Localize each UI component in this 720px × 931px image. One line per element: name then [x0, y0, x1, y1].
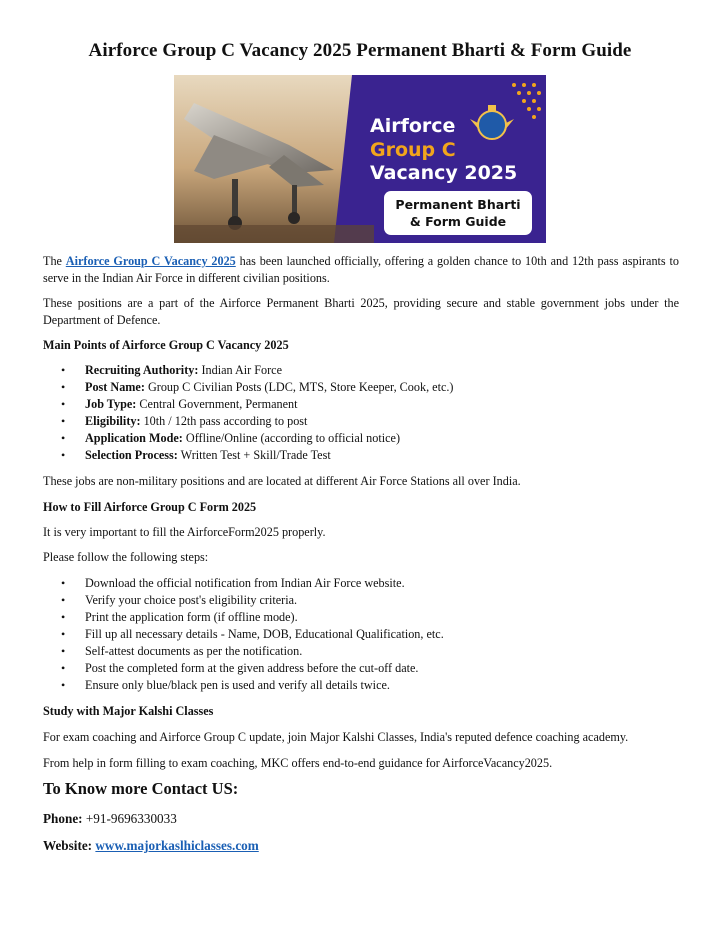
study-heading-text: Study with Major Kalshi Classes	[43, 704, 214, 718]
study-para2	[43, 755, 679, 772]
point-value: Group C Civilian Posts (LDC, MTS, Store Keeper, Cook, etc.)	[144, 380, 454, 394]
list-item	[43, 575, 679, 592]
step-text: Ensure only blue/black pen is used and verify all details twice.	[85, 678, 390, 692]
how-to-heading-text: How to Fill Airforce Group C Form 2025	[43, 500, 257, 514]
how-to-line2-text: Please follow the following steps:	[43, 550, 209, 564]
main-points-list	[43, 362, 679, 464]
para-permanent-bharti-text: These positions are a part of the Airforce Permanent Bharti 2025, providing secure and stable government jobs under the Department of Defence.	[43, 296, 679, 327]
banner-line3: Vacancy 2025	[370, 162, 518, 184]
website-label: Website:	[43, 838, 93, 853]
banner-box-line1: Permanent Bharti	[395, 197, 521, 212]
step-text: Print the application form (if offline mode).	[85, 610, 298, 624]
intro-prefix: The	[43, 254, 66, 268]
para-non-military-text: These jobs are non-military positions and are located at different Air Force Stations all over India.	[43, 474, 521, 488]
list-item	[43, 362, 679, 379]
study-heading	[43, 703, 679, 720]
para-permanent-bharti	[43, 295, 679, 329]
list-item	[43, 643, 679, 660]
point-label: Eligibility:	[85, 414, 141, 428]
bullet-icon: •	[61, 593, 66, 607]
list-item	[43, 626, 679, 643]
list-item	[43, 660, 679, 677]
list-item	[43, 379, 679, 396]
list-item	[43, 447, 679, 464]
para-non-military	[43, 473, 679, 490]
point-label: Post Name:	[85, 380, 145, 394]
point-value: Offline/Online (according to official notice)	[182, 431, 400, 445]
bullet-icon: •	[61, 414, 66, 428]
intro-suffix: has been launched officially, offering a golden chance to 10th and 12th pass aspirants to serve in the Indian Air Force in different civilian positions.	[43, 254, 679, 285]
point-value: 10th / 12th pass according to post	[140, 414, 308, 428]
contact-heading	[43, 780, 679, 797]
how-to-line2	[43, 549, 679, 566]
banner-line2: Group C	[370, 139, 456, 161]
bullet-icon: •	[61, 576, 66, 590]
study-para2-text: From help in form filling to exam coaching, MKC offers end-to-end guidance for AirforceVacancy2025.	[43, 756, 553, 770]
bullet-icon: •	[61, 678, 66, 692]
step-text: Fill up all necessary details - Name, DOB, Educational Qualification, etc.	[85, 627, 444, 641]
list-item	[43, 677, 679, 694]
list-item	[43, 609, 679, 626]
list-item	[43, 430, 679, 447]
step-text: Post the completed form at the given address before the cut-off date.	[85, 661, 419, 675]
point-value: Indian Air Force	[198, 363, 283, 377]
website-link[interactable]: www.majorkaslhiclasses.com	[95, 838, 259, 853]
bullet-icon: •	[61, 431, 66, 445]
study-para1-text: For exam coaching and Airforce Group C update, join Major Kalshi Classes, India's reputed defence coaching academy.	[43, 730, 629, 744]
point-value: Central Government, Permanent	[136, 397, 298, 411]
bullet-icon: •	[61, 448, 66, 462]
how-to-line1	[43, 524, 679, 541]
vacancy-link[interactable]: Airforce Group C Vacancy 2025	[65, 254, 236, 268]
bullet-icon: •	[61, 380, 66, 394]
intro-paragraph	[43, 253, 679, 287]
contact-heading-text: To Know more Contact US:	[43, 779, 239, 798]
bullet-icon: •	[61, 627, 66, 641]
step-text: Verify your choice post's eligibility criteria.	[85, 593, 298, 607]
bullet-icon: •	[61, 397, 66, 411]
phone-line	[43, 810, 679, 827]
step-text: Self-attest documents as per the notification.	[85, 644, 303, 658]
list-item	[43, 396, 679, 413]
bullet-icon: •	[61, 644, 66, 658]
point-label: Selection Process:	[85, 448, 178, 462]
bullet-icon: •	[61, 610, 66, 624]
list-item	[43, 592, 679, 609]
main-points-heading	[43, 337, 679, 354]
bullet-icon: •	[61, 363, 66, 377]
list-item	[43, 413, 679, 430]
point-label: Application Mode:	[85, 431, 183, 445]
phone-label: Phone:	[43, 811, 83, 826]
point-value: Written Test + Skill/Trade Test	[177, 448, 331, 462]
steps-list	[43, 575, 679, 694]
banner-graphic	[174, 75, 546, 243]
step-text: Download the official notification from Indian Air Force website.	[85, 576, 405, 590]
study-para1	[43, 729, 679, 746]
banner-image	[174, 75, 546, 243]
banner-line1: Airforce	[370, 115, 456, 137]
phone-value: +91-9696330033	[82, 811, 177, 826]
page-title: Airforce Group C Vacancy 2025 Permanent Bharti & Form Guide	[88, 40, 632, 61]
bullet-icon: •	[61, 661, 66, 675]
how-to-heading	[43, 499, 679, 516]
main-points-heading-text: Main Points of Airforce Group C Vacancy 2025	[43, 338, 289, 352]
banner-box-line2: & Form Guide	[409, 214, 507, 229]
point-label: Job Type:	[85, 397, 137, 411]
point-label: Recruiting Authority:	[85, 363, 199, 377]
how-to-line1-text: It is very important to fill the AirforceForm2025 properly.	[43, 525, 326, 539]
website-line	[43, 837, 679, 854]
